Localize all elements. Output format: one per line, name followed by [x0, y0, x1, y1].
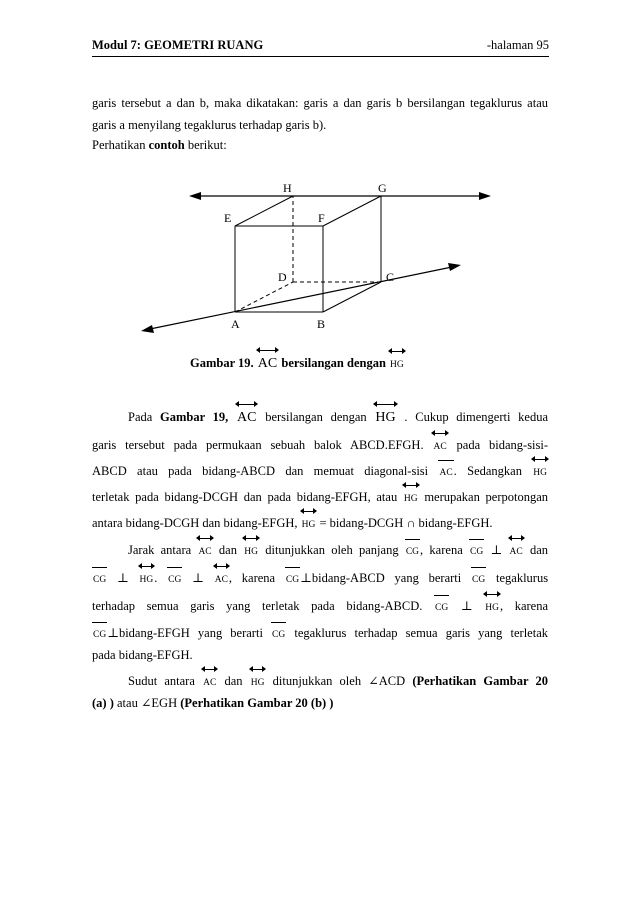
intro-line-3: Perhatikan contoh berikut:	[92, 138, 227, 152]
edge-eh	[235, 196, 293, 226]
para3-line-1: Sudut antara AC dan HG ditunjukkan oleh ∠ACD (Perhatikan Gambar 20	[92, 672, 548, 692]
edge-fg	[323, 196, 381, 226]
intro-line-1: garis tersebut a dan b, maka dikatakan: garis a dan garis b bersilangan tegaklurus atau	[92, 96, 548, 110]
contoh-bold: contoh	[148, 138, 185, 152]
para2-line-1: Jarak antara AC dan HG ditunjukkan oleh panjang CG, karena CG ⊥ AC dan	[92, 541, 548, 561]
para1-line-2: garis tersebut pada permukaan sebuah balok ABCD.EFGH. AC pada bidang-sisi-	[92, 436, 548, 456]
figure-19-cuboid	[0, 170, 638, 350]
para2-line-2: CG ⊥ HG. CG ⊥ AC, karena CG⊥bidang-ABCD yang berarti CG tegaklurus	[92, 569, 548, 589]
para2-line-3: terhadap semua garis yang terletak pada bidang-ABCD. CG ⊥ HG, karena	[92, 597, 548, 617]
para1-line-5: antara bidang-DCGH dan bidang-EFGH, HG = bidang-DCGH ∩ bidang-EFGH.	[92, 514, 548, 534]
line-hg-left-arrow	[189, 192, 201, 200]
label-d: D	[278, 270, 287, 284]
label-h: H	[283, 181, 292, 195]
label-b: B	[317, 317, 326, 331]
para1-line-1: Pada Gambar 19, AC bersilangan dengan HG . Cukup dimengerti kedua	[92, 408, 548, 427]
para1-line-3: ABCD atau pada bidang-ABCD dan memuat diagonal-sisi AC. Sedangkan HG	[92, 462, 548, 482]
line-ac	[150, 267, 452, 329]
line-ac-left-arrow	[141, 325, 154, 333]
label-e: E	[224, 211, 232, 225]
para2-line-4: CG⊥bidang-EFGH yang berarti CG tegaklurus terhadap semua garis yang terletak	[92, 624, 548, 644]
para1-line-4: terletak pada bidang-DCGH dan pada bidang-EFGH, atau HG merupakan perpotongan	[92, 488, 548, 508]
label-c: C	[386, 270, 395, 284]
figure-caption: Gambar 19. AC bersilangan dengan HG	[190, 354, 440, 374]
label-g: G	[378, 181, 387, 195]
page-header	[92, 38, 549, 57]
page-number: -halaman 95	[486, 38, 549, 52]
label-a: A	[231, 317, 240, 331]
intro-line-2: garis a menyilang tegaklurus terhadap garis b).	[92, 118, 327, 132]
label-f: F	[318, 211, 325, 225]
line-ac-right-arrow	[448, 263, 461, 271]
line-hg-right-arrow	[479, 192, 491, 200]
edge-bc	[323, 282, 381, 312]
para2-line-5: pada bidang-EFGH.	[92, 648, 193, 662]
module-title: Modul 7: GEOMETRI RUANG	[92, 38, 264, 52]
para3-line-2: (a) ) atau ∠EGH (Perhatikan Gambar 20 (b) )	[92, 696, 334, 710]
hidden-edge-ad	[235, 282, 293, 312]
